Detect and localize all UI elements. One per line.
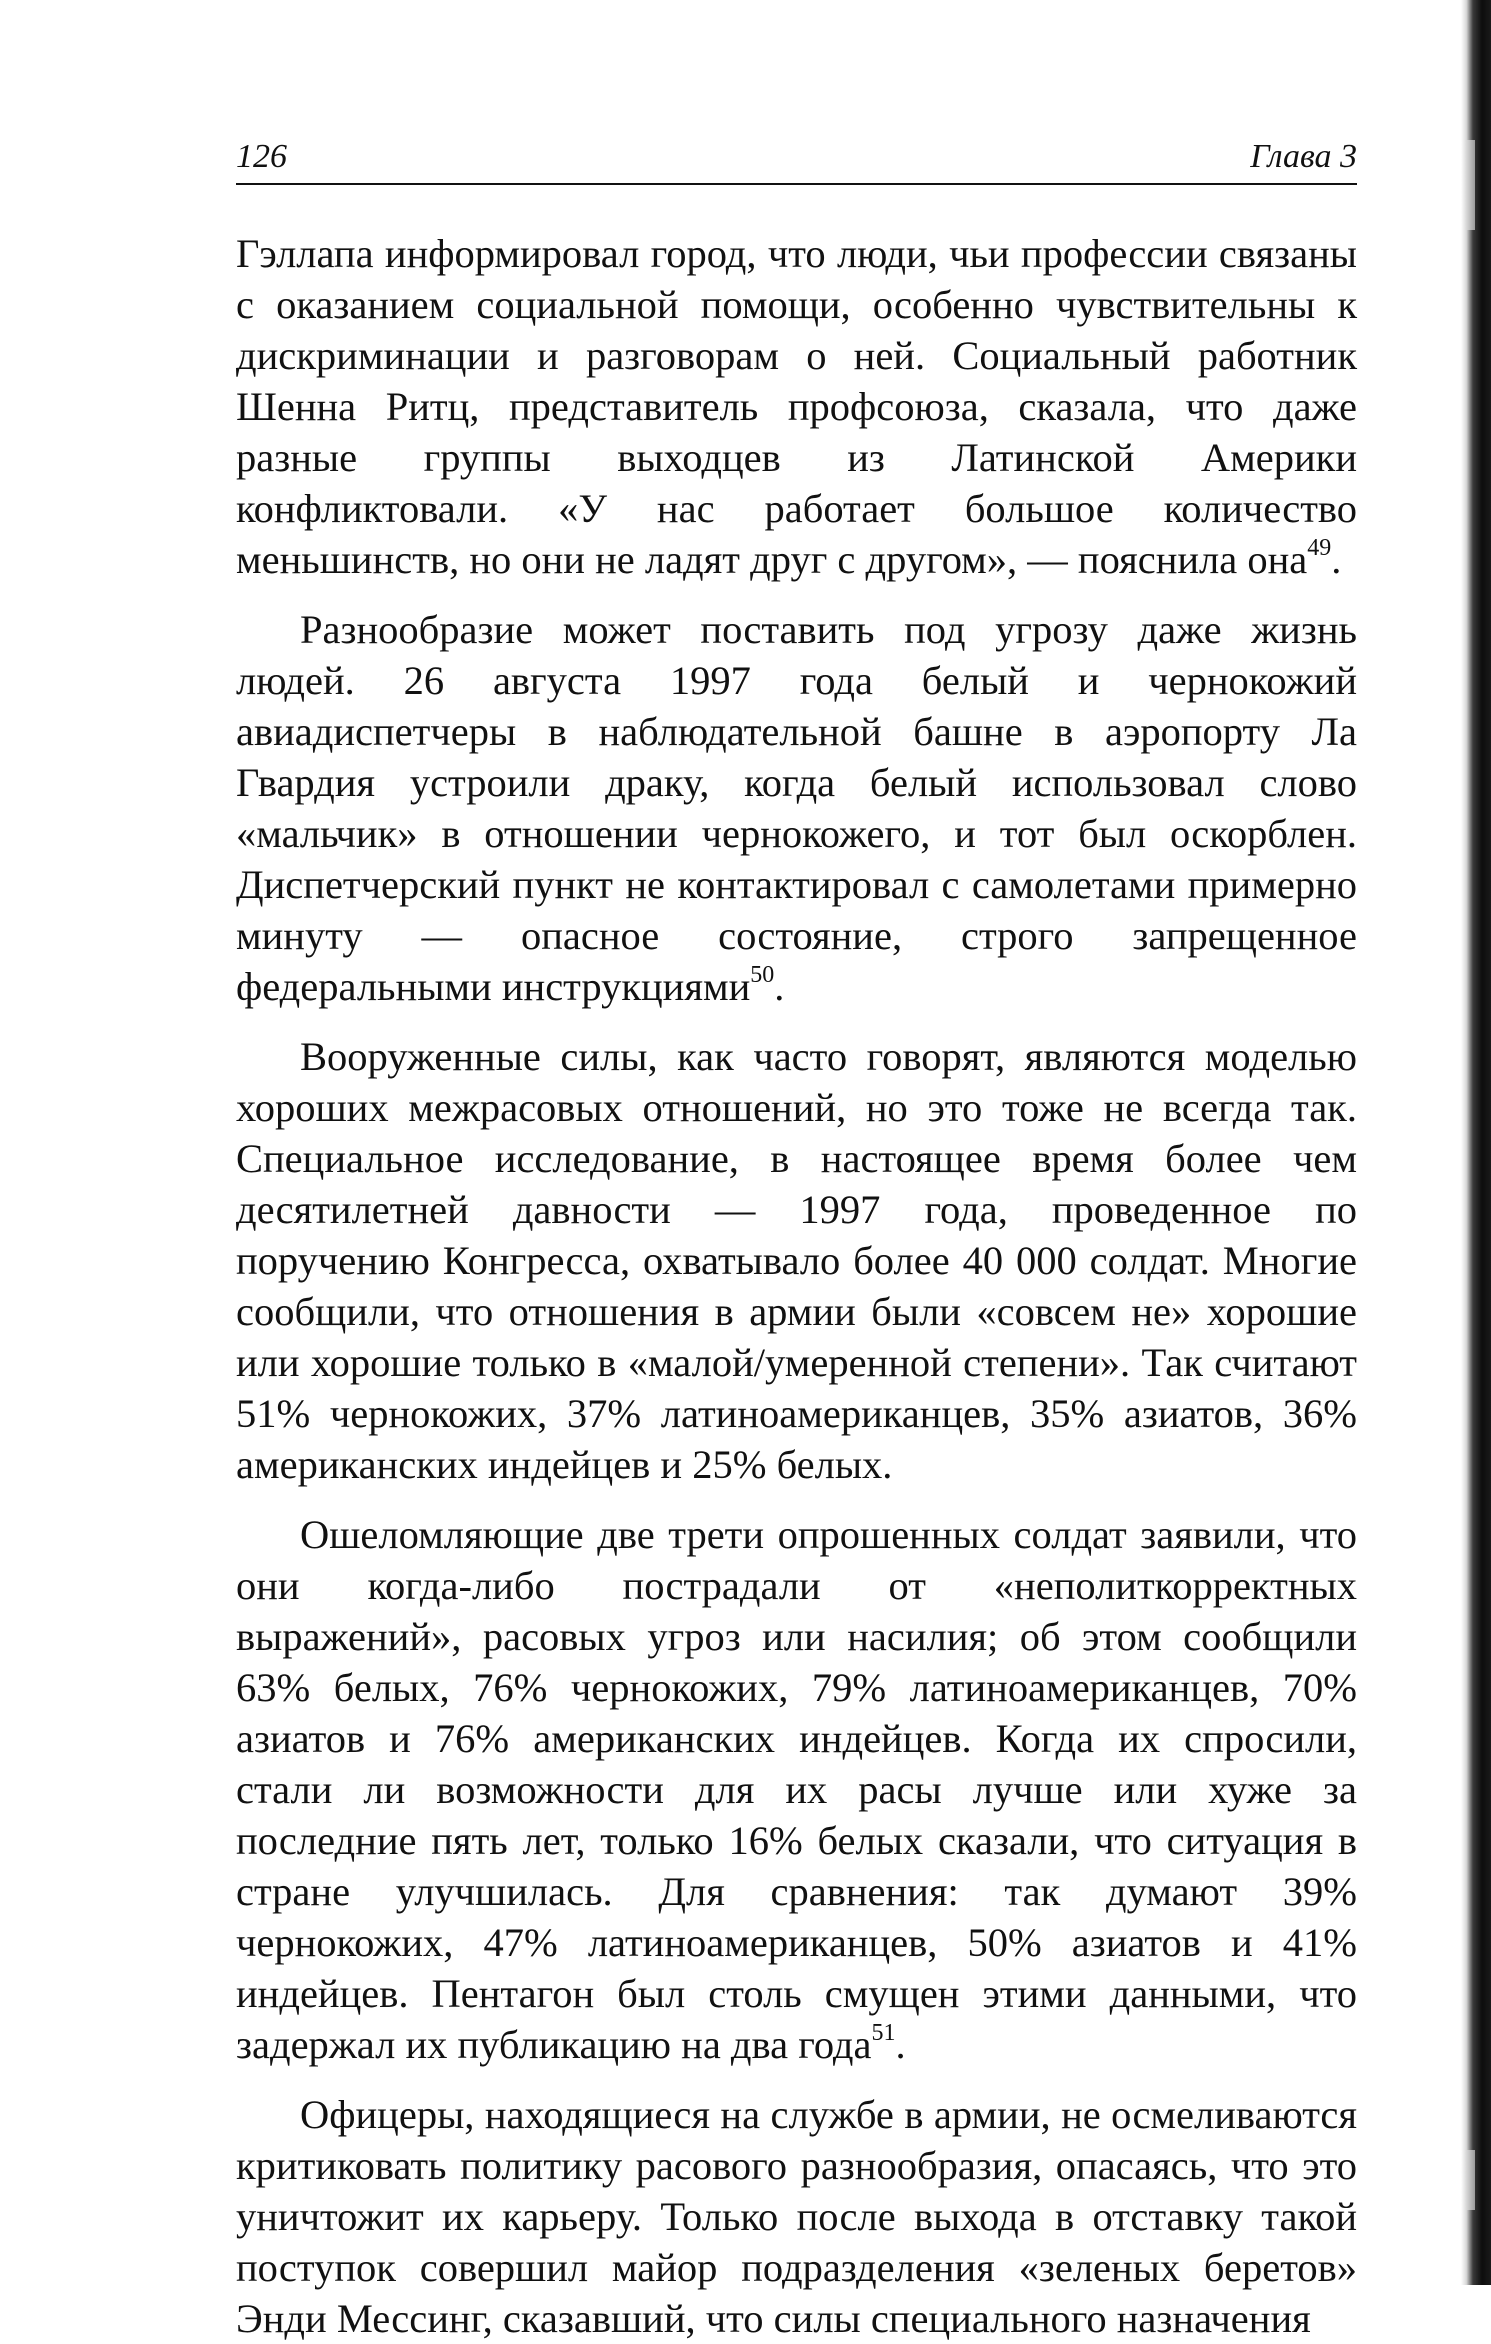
paragraph-text: Гэллапа информировал город, что люди, чьи профессии связаны с оказанием социальной помощи, особенно чувствительны к дискриминации и разговорам о ней. Социальный работник Шенна Ритц, представитель профсоюза, сказала, что даже разные группы выходцев из Латинской Америки конфликтовали. «У нас работает большое количество меньшинств, но они не ладят друг с другом», — пояснила она <box>236 231 1357 582</box>
footnote-marker: 50 <box>750 961 775 988</box>
body-text <box>236 228 1357 2344</box>
paragraph-text: Вооруженные силы, как часто говорят, являются моделью хороших межрасовых отношений, но это тоже не всегда так. Специальное исследование, в настоящее время более чем десятилетней давности — 1997 года, проведенное по поручению Конгресса, охватывало более 40 000 солдат. Многие сообщили, что отношения в армии были «совсем не» хорошие или хорошие только в «малой/умеренной степени». Так считают 51% чернокожих, 37% латиноамериканцев, 35% азиатов, 36% американских индейцев и 25% белых. <box>236 1034 1357 1487</box>
page-number: 126 <box>236 138 287 175</box>
scan-artifact <box>1461 2150 1475 2210</box>
footnote-marker: 51 <box>871 2019 896 2046</box>
paragraph <box>236 1031 1357 1490</box>
paragraph-tail: . <box>1331 537 1342 582</box>
paragraph-tail: . <box>774 964 785 1009</box>
paragraph-text: Ошеломляющие две трети опрошенных солдат заявили, что они когда-либо пострадали от «неполиткорректных выражений», расовых угроз или насилия; об этом сообщили 63% белых, 76% чернокожих, 79% латиноамериканцев, 70% азиатов и 76% американских индейцев. Когда их спросили, стали ли возможности для их расы лучше или хуже за последние пять лет, только 16% белых сказали, что ситуация в стране улучшилась. Для сравнения: так думают 39% чернокожих, 47% латиноамериканцев, 50% азиатов и 41% индейцев. Пентагон был столь смущен этими данными, что задержал их публикацию на два года <box>236 1512 1357 2067</box>
paragraph-text: Разнообразие может поставить под угрозу даже жизнь людей. 26 августа 1997 года белый и чернокожий авиадиспетчеры в наблюдательной башне в аэропорту Ла Гвардия устроили драку, когда белый использовал слово «мальчик» в отношении чернокожего, и тот был оскорблен. Диспетчерский пункт не контактировал с самолетами примерно минуту — опасное состояние, строго запрещенное федеральными инструкциями <box>236 607 1357 1009</box>
paragraph-tail: . <box>895 2022 906 2067</box>
chapter-title: Глава 3 <box>1250 138 1357 175</box>
paragraph <box>236 1509 1357 2070</box>
paragraph <box>236 604 1357 1012</box>
scan-artifact <box>1461 140 1475 230</box>
paragraph <box>236 228 1357 585</box>
header-rule <box>236 183 1357 185</box>
running-header <box>236 138 1357 188</box>
book-binding-edge <box>1461 0 1491 2285</box>
paragraph-text: Офицеры, находящиеся на службе в армии, не осмеливаются критиковать политику расового разнообразия, опасаясь, что это уничтожит их карьеру. Только после выхода в отставку такой поступок совершил майор подразделения «зеленых беретов» Энди Мессинг, сказавший, что силы специального назначения <box>236 2092 1357 2341</box>
paragraph <box>236 2089 1357 2344</box>
footnote-marker: 49 <box>1307 534 1332 561</box>
